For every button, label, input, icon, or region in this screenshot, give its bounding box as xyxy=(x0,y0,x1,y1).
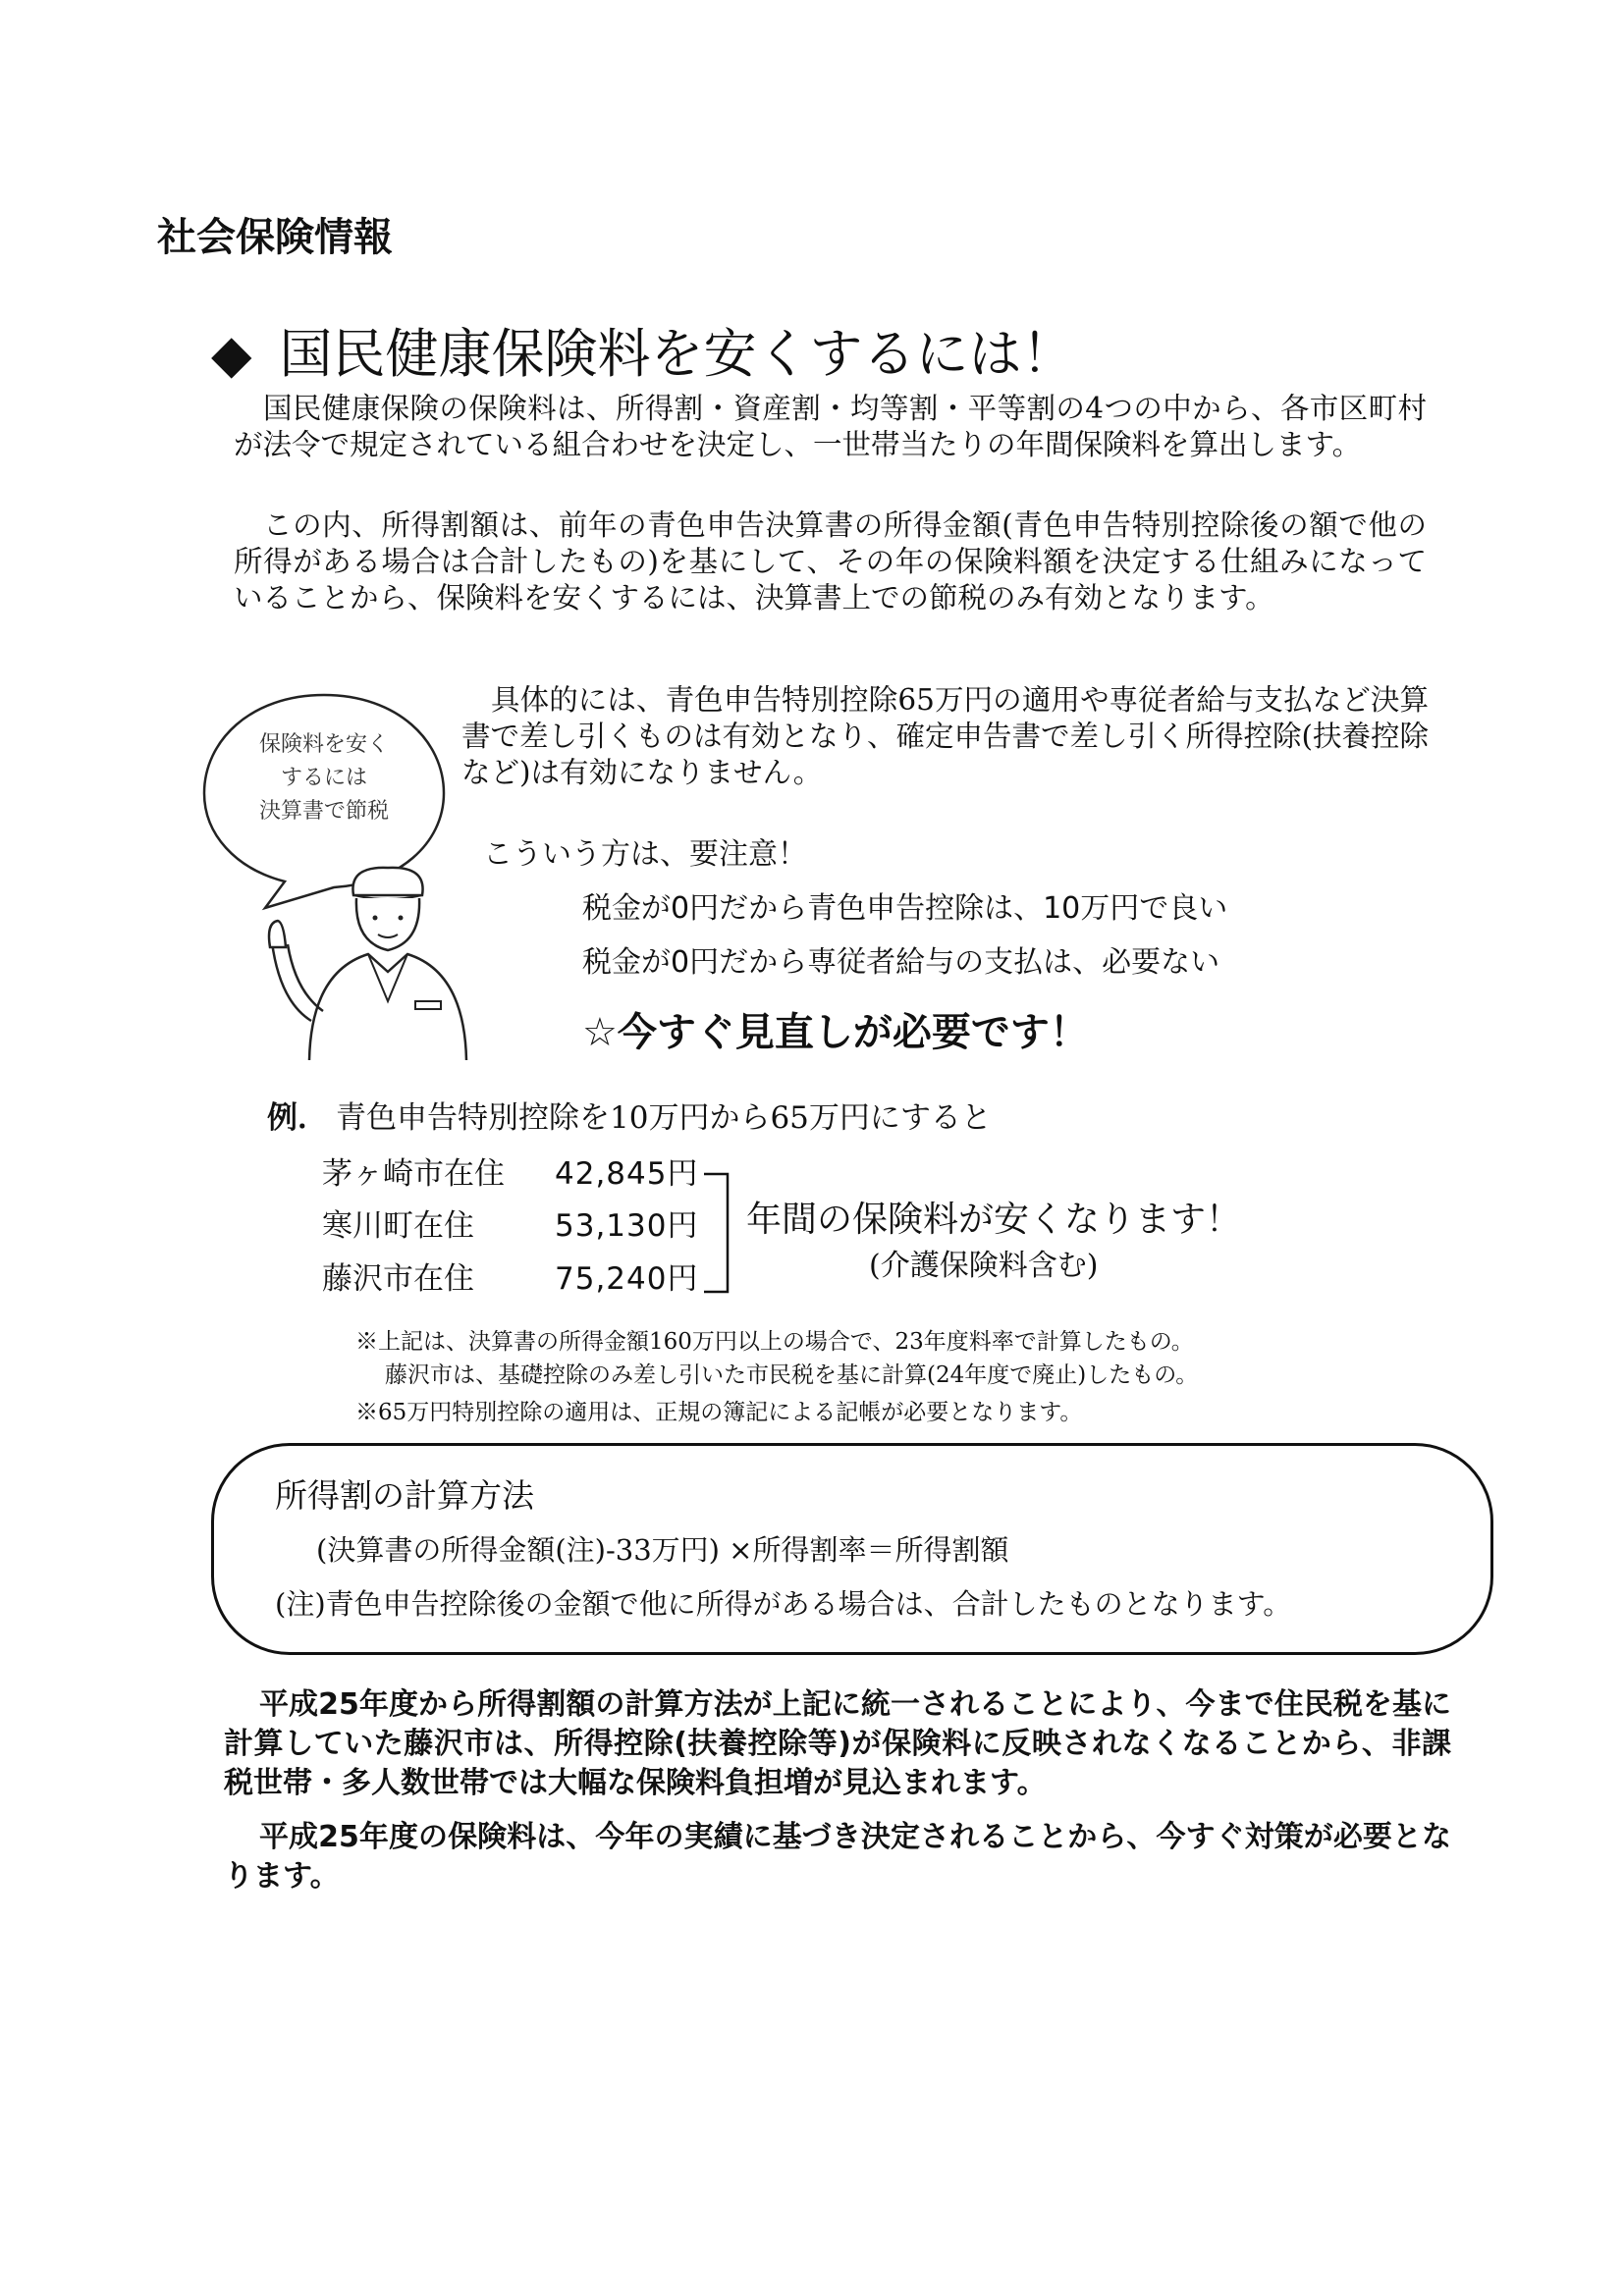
warning-title: こういう方は、要注意！ xyxy=(483,837,807,872)
intro-paragraph: 国民健康保険の保険料は、所得割・資産割・均等割・平等割の4つの中から、各市区町村が法令で規定されている組合わせを決定し、一世帯当たりの年間保険料を算出します。 xyxy=(234,392,1427,461)
footnote: ※65万円特別控除の適用は、正規の簿記による記帳が必要となります。 xyxy=(355,1400,1083,1425)
bubble-line: 保険料を安く xyxy=(258,732,389,757)
example-amount: 42,845円 xyxy=(555,1156,699,1192)
calc-formula: (決算書の所得金額(注)-33万円) ×所得割率＝所得割額 xyxy=(316,1533,1009,1567)
example-city: 茅ヶ崎市在住 xyxy=(322,1156,505,1192)
example-city: 寒川町在住 xyxy=(322,1208,474,1244)
bubble-line: するには xyxy=(280,766,367,790)
warning-line: 税金が0円だから専従者給与の支払は、必要ない xyxy=(582,945,1220,980)
footnote: ※上記は、決算書の所得金額160万円以上の場合で、23年度料率で計算したもの。 xyxy=(355,1329,1194,1355)
specifics-paragraph: 具体的には、青色申告特別控除65万円の適用や専従者給与支払など決算書で差し引くものは有効となり、確定申告書で差し引く所得控除(扶養控除など)は有効になりません。 xyxy=(461,683,1430,789)
result-text: 年間の保険料が安くなります！ xyxy=(746,1200,1242,1240)
result-note: (介護保険料含む) xyxy=(869,1249,1099,1283)
pointing-man-icon xyxy=(250,864,486,1060)
callout-text: ☆今すぐ見直しが必要です！ xyxy=(582,1010,1089,1055)
income-rate-paragraph: この内、所得割額は、前年の青色申告決算書の所得金額(青色申告特別控除後の額で他の所得がある場合は合計したもの)を基にして、その年の保険料額を決定する仕組みになっていることから、保険料を安くするには、決算書上での節税のみ有効となります。 xyxy=(234,508,1427,614)
bubble-line: 決算書で節税 xyxy=(258,799,389,824)
warning-line: 税金が0円だから青色申告控除は、10万円で良い xyxy=(582,891,1228,926)
diamond-icon: ◆ xyxy=(211,323,252,385)
closing-paragraph: 平成25年度から所得割額の計算方法が上記に統一されることにより、今まで住民税を基に計算していた藤沢市は、所得控除(扶養控除等)が保険料に反映されなくなることから、非課税世帯・多人数世帯では大幅な保険料負担増が見込まれます。 xyxy=(224,1687,1451,1800)
footnote: 藤沢市は、基礎控除のみ差し引いた市民税を基に計算(24年度で廃止)したもの。 xyxy=(385,1362,1199,1388)
main-heading xyxy=(211,312,1075,388)
example-amount: 75,240円 xyxy=(555,1261,699,1297)
calc-note: (注)青色申告控除後の金額で他に所得がある場合は、合計したものとなります。 xyxy=(275,1587,1292,1621)
speech-bubble-text xyxy=(236,728,412,828)
example-heading xyxy=(267,1093,992,1137)
example-text: 青色申告特別控除を10万円から65万円にすると xyxy=(336,1100,992,1136)
example-amount: 53,130円 xyxy=(555,1208,699,1244)
bracket-icon xyxy=(702,1168,741,1296)
section-title: 社会保険情報 xyxy=(157,215,393,260)
example-label: 例． xyxy=(267,1100,328,1136)
calc-box-title: 所得割の計算方法 xyxy=(275,1476,534,1515)
closing-paragraph: 平成25年度の保険料は、今年の実績に基づき決定されることから、今すぐ対策が必要となります。 xyxy=(224,1820,1451,1894)
example-city: 藤沢市在住 xyxy=(322,1261,474,1297)
main-heading-text: 国民健康保険料を安くするには！ xyxy=(279,323,1075,385)
